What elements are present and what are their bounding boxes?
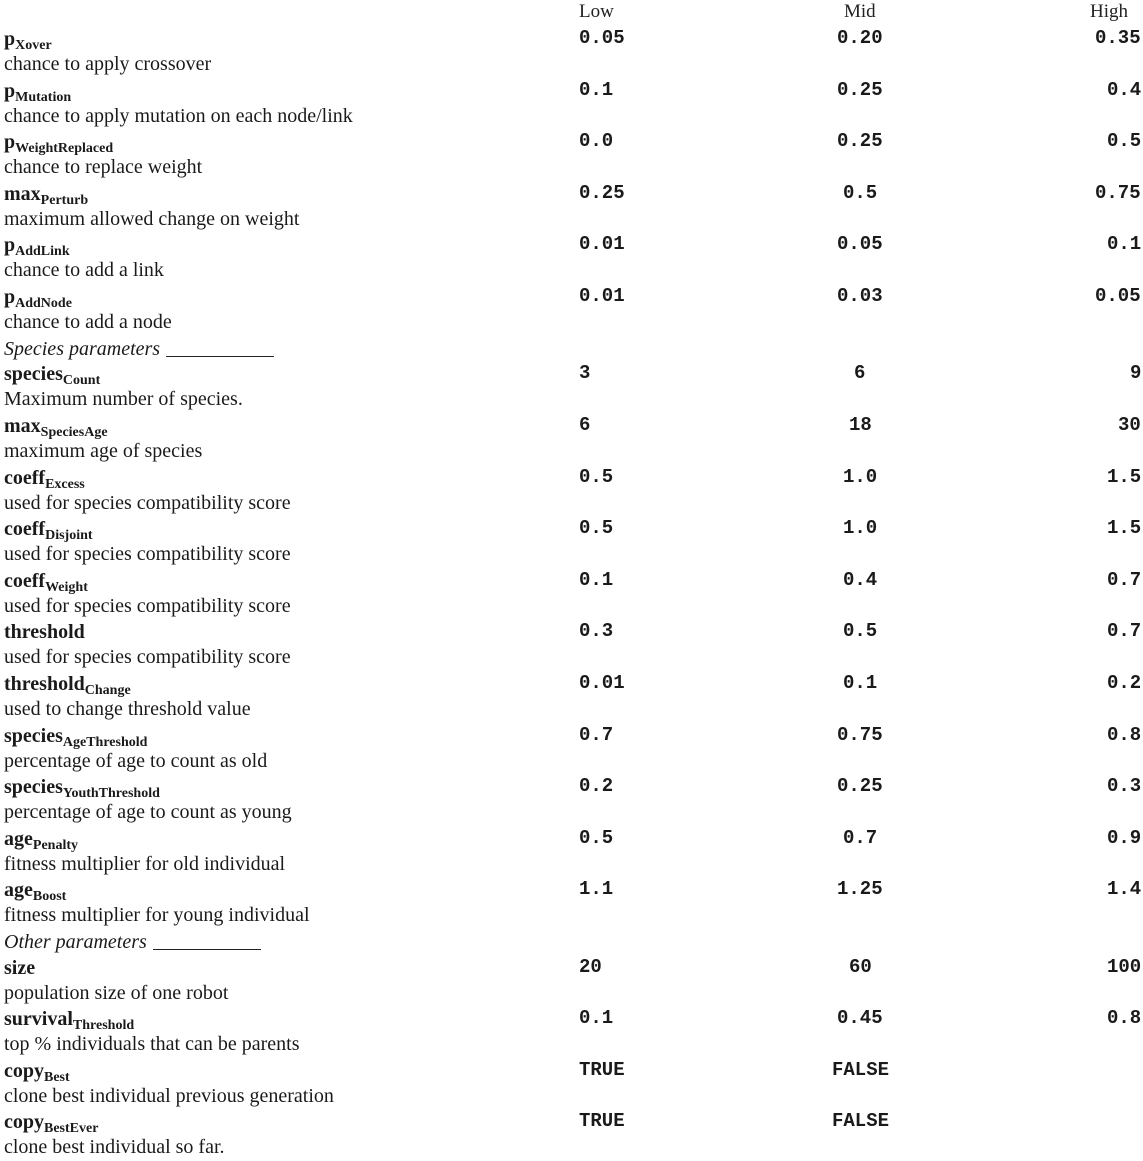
parameter-subscript: AddLink: [15, 244, 70, 260]
parameter-description: fitness multiplier for old individual: [4, 852, 286, 875]
parameter-description: top % individuals that can be parents: [4, 1033, 300, 1056]
parameter-base: coeff: [4, 466, 46, 489]
value-low: 0.05: [579, 27, 625, 49]
value-high: 1.5: [1107, 465, 1142, 488]
parameter-subscript: WeightReplaced: [15, 141, 114, 157]
parameter-base: species: [4, 363, 63, 386]
parameter-base: coeff: [4, 518, 46, 541]
parameter-base: species: [4, 776, 63, 799]
value-mid: FALSE: [832, 1058, 890, 1081]
parameter-subscript: AgeThreshold: [62, 734, 148, 750]
parameter-subscript: YouthThreshold: [62, 786, 160, 802]
value-low: TRUE: [579, 1110, 625, 1133]
parameter-name: [4, 568, 88, 594]
table-row: [0, 26, 1143, 78]
parameter-subscript: Excess: [45, 476, 85, 492]
parameter-description: maximum allowed change on weight: [4, 207, 300, 230]
value-low: 0.01: [579, 284, 625, 307]
value-mid: 0.4: [843, 568, 878, 591]
parameter-description: chance to apply crossover: [4, 53, 212, 75]
parameter-base: p: [4, 131, 16, 154]
parameter-description: chance to apply mutation on each node/link: [4, 104, 353, 127]
value-high: 1.5: [1107, 517, 1142, 540]
section-title: Species parameters: [4, 337, 161, 360]
value-mid: 1.0: [843, 517, 878, 540]
parameter-description: maximum age of species: [4, 439, 203, 462]
parameter-base: max: [4, 182, 41, 205]
value-high: 100: [1107, 955, 1142, 978]
table-body: [0, 26, 1143, 1161]
parameter-name: [4, 465, 85, 491]
parameter-base: p: [4, 234, 16, 257]
parameter-description: Maximum number of species.: [4, 388, 243, 411]
parameter-base: p: [4, 79, 16, 102]
value-low: 3: [579, 362, 591, 385]
parameter-base: age: [4, 879, 33, 902]
parameter-description: used for species compatibility score: [4, 646, 291, 669]
parameter-subscript: Threshold: [72, 1018, 135, 1034]
table-row: [0, 232, 1143, 284]
value-low: 0.01: [579, 233, 625, 256]
value-low: 1.1: [579, 878, 614, 901]
table-row: [0, 465, 1143, 517]
column-header-high: High: [1090, 1, 1128, 22]
parameter-base: copy: [4, 1059, 44, 1082]
value-mid: 0.5: [843, 181, 878, 204]
value-mid: 0.1: [843, 671, 878, 694]
value-mid: 6: [854, 362, 866, 385]
table-row: [0, 568, 1143, 620]
value-high: 0.5: [1107, 130, 1142, 153]
value-low: TRUE: [579, 1058, 625, 1081]
table-row: [0, 723, 1143, 775]
parameter-name: [4, 671, 131, 697]
parameter-base: survival: [4, 1008, 73, 1031]
parameter-base: p: [4, 28, 16, 50]
parameter-description: chance to add a link: [4, 259, 164, 282]
parameter-name: [4, 723, 147, 749]
parameter-subscript: Best: [44, 1069, 70, 1085]
section-title: Other parameters: [4, 930, 147, 953]
table-row: [0, 1058, 1143, 1110]
section-rule: [166, 356, 274, 357]
column-header-low: Low: [579, 1, 614, 22]
parameter-name: [4, 181, 88, 207]
parameter-name: [4, 1006, 134, 1032]
value-high: 0.8: [1107, 1007, 1142, 1030]
value-high: 30: [1118, 413, 1141, 436]
table-row: [0, 181, 1143, 233]
section-heading: [0, 929, 1143, 955]
parameter-name: [4, 774, 160, 800]
value-low: 0.0: [579, 130, 614, 153]
value-low: 0.5: [579, 517, 614, 540]
value-low: 0.1: [579, 1007, 614, 1030]
parameter-description: used for species compatibility score: [4, 491, 291, 514]
value-mid: 0.20: [837, 27, 883, 49]
value-low: 20: [579, 955, 602, 978]
table-row: [0, 1006, 1143, 1058]
value-high: 9: [1130, 362, 1142, 385]
value-mid: 0.75: [837, 723, 883, 746]
parameter-subscript: Perturb: [40, 192, 89, 208]
parameter-name: [4, 1058, 70, 1084]
value-mid: 0.5: [843, 620, 878, 643]
table-row: [0, 361, 1143, 413]
value-high: 0.7: [1107, 620, 1142, 643]
parameter-subscript: BestEver: [44, 1121, 99, 1137]
value-mid: 60: [849, 955, 872, 978]
table-row: [0, 877, 1143, 929]
parameter-name: [4, 826, 78, 852]
table-row: [0, 413, 1143, 465]
value-mid: 0.25: [837, 775, 883, 798]
value-mid: 0.25: [837, 130, 883, 153]
table-row: [0, 671, 1143, 723]
value-low: 0.01: [579, 671, 625, 694]
parameter-name: [4, 26, 52, 52]
value-high: 1.4: [1107, 878, 1142, 901]
parameter-description: clone best individual previous generation: [4, 1084, 334, 1107]
table-row: [0, 129, 1143, 181]
parameter-description: used for species compatibility score: [4, 543, 291, 566]
value-high: 0.05: [1095, 284, 1141, 307]
parameter-name: [4, 78, 71, 104]
parameter-base: threshold: [4, 672, 85, 695]
table-row: [0, 619, 1143, 671]
value-high: 0.8: [1107, 723, 1142, 746]
table-row: [0, 78, 1143, 130]
parameter-name: [4, 232, 70, 258]
parameter-description: percentage of age to count as old: [4, 749, 268, 772]
parameter-subscript: Weight: [45, 579, 88, 595]
parameter-name: [4, 877, 66, 903]
parameter-base: copy: [4, 1111, 44, 1134]
parameter-base: age: [4, 827, 33, 850]
parameter-subscript: Change: [84, 682, 131, 698]
section-rule: [153, 949, 261, 950]
value-high: 0.2: [1107, 671, 1142, 694]
column-header-mid: Mid: [844, 1, 876, 22]
parameter-description: chance to add a node: [4, 310, 172, 333]
parameter-name: [4, 619, 85, 645]
table-row: [0, 955, 1143, 1007]
value-high: 0.35: [1095, 27, 1141, 49]
table-row: [0, 774, 1143, 826]
value-high: 0.9: [1107, 826, 1142, 849]
parameter-description: clone best individual so far.: [4, 1136, 225, 1159]
value-mid: 1.0: [843, 465, 878, 488]
parameter-subscript: Count: [62, 373, 101, 389]
parameter-name: [4, 361, 100, 387]
value-low: 0.2: [579, 775, 614, 798]
table-row: [0, 826, 1143, 878]
value-low: 6: [579, 413, 591, 436]
parameter-base: species: [4, 724, 63, 747]
parameter-description: fitness multiplier for young individual: [4, 904, 310, 927]
value-mid: 0.25: [837, 78, 883, 101]
section-heading: [0, 336, 1143, 362]
value-mid: 18: [849, 413, 872, 436]
parameter-subscript: Disjoint: [45, 528, 93, 544]
parameter-subscript: Penalty: [32, 837, 78, 853]
parameter-subscript: Xover: [15, 38, 52, 53]
parameter-description: used to change threshold value: [4, 697, 251, 720]
parameter-description: used for species compatibility score: [4, 594, 291, 617]
value-low: 0.5: [579, 826, 614, 849]
parameter-name: [4, 129, 113, 155]
value-high: 0.75: [1095, 181, 1141, 204]
value-mid: FALSE: [832, 1110, 890, 1133]
value-low: 0.1: [579, 568, 614, 591]
parameter-subscript: AddNode: [15, 295, 72, 311]
parameter-description: percentage of age to count as young: [4, 801, 292, 824]
parameter-name: [4, 955, 35, 981]
value-low: 0.7: [579, 723, 614, 746]
parameter-name: [4, 284, 72, 310]
parameter-base: threshold: [4, 621, 85, 644]
table-row: [0, 284, 1143, 336]
value-high: 0.7: [1107, 568, 1142, 591]
parameter-name: [4, 516, 93, 542]
parameter-base: max: [4, 414, 41, 437]
table-row: [0, 1109, 1143, 1161]
parameter-base: coeff: [4, 569, 46, 592]
parameter-subscript: Mutation: [15, 89, 72, 105]
parameter-base: size: [4, 956, 36, 979]
parameter-base: p: [4, 285, 16, 308]
value-mid: 0.45: [837, 1007, 883, 1030]
parameter-name: [4, 413, 108, 439]
parameter-subscript: Boost: [32, 889, 67, 905]
parameter-description: population size of one robot: [4, 981, 229, 1004]
value-low: 0.3: [579, 620, 614, 643]
value-mid: 1.25: [837, 878, 883, 901]
value-high: 0.4: [1107, 78, 1142, 101]
table-row: [0, 516, 1143, 568]
value-mid: 0.7: [843, 826, 878, 849]
value-low: 0.5: [579, 465, 614, 488]
parameter-name: [4, 1109, 98, 1135]
parameter-subscript: SpeciesAge: [40, 424, 108, 440]
value-low: 0.25: [579, 181, 625, 204]
parameter-description: chance to replace weight: [4, 156, 203, 179]
value-mid: 0.03: [837, 284, 883, 307]
value-mid: 0.05: [837, 233, 883, 256]
value-low: 0.1: [579, 78, 614, 101]
value-high: 0.3: [1107, 775, 1142, 798]
value-high: 0.1: [1107, 233, 1142, 256]
